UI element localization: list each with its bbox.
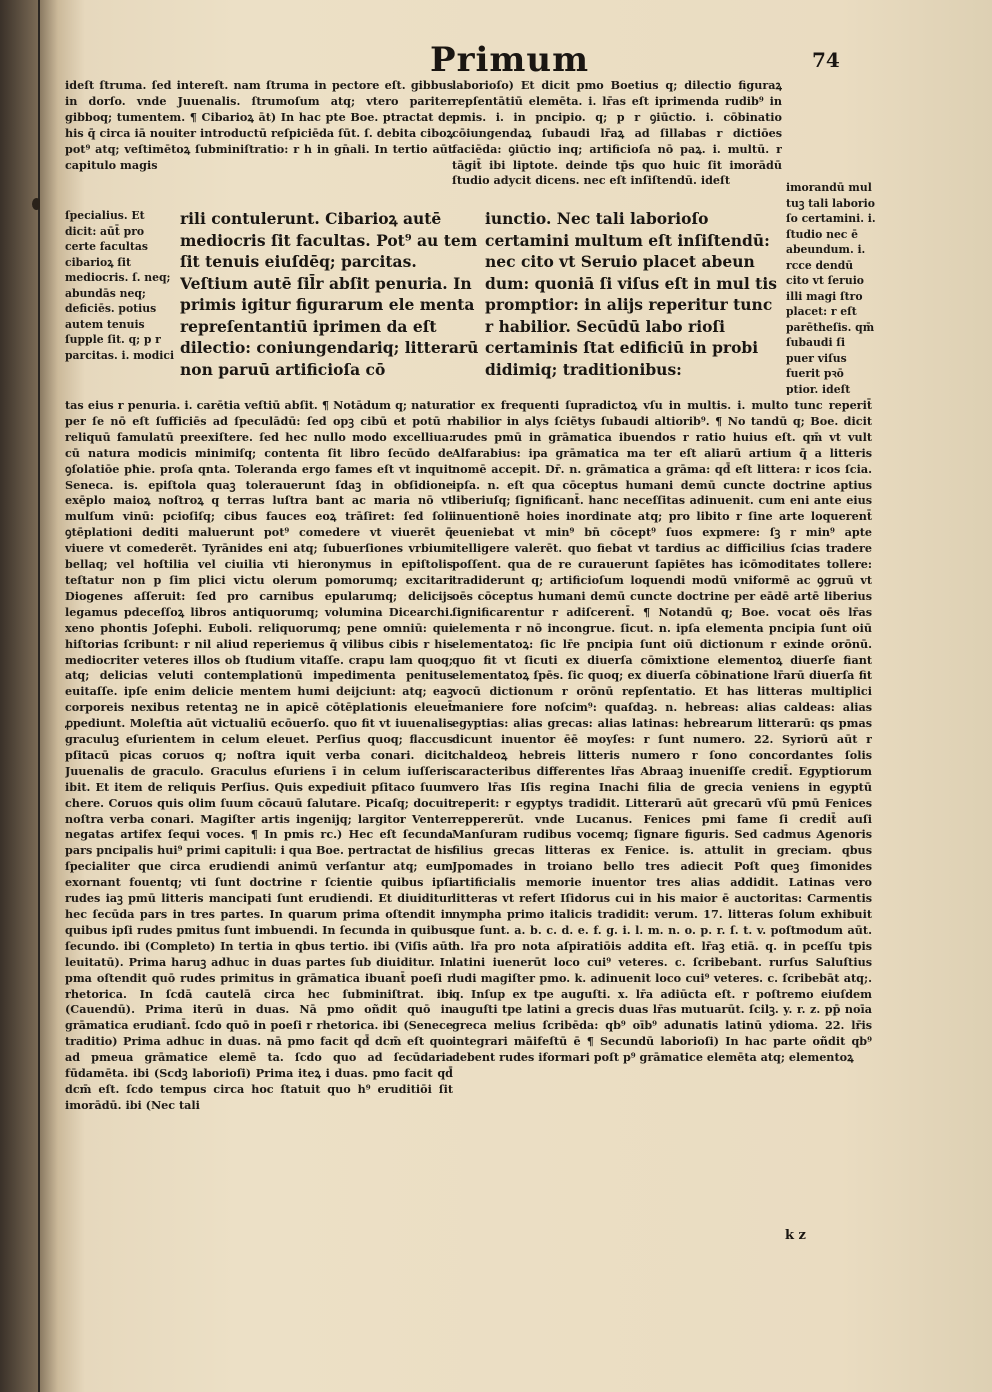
signature-mark: k z (785, 1228, 806, 1243)
book-gutter (0, 0, 38, 1392)
right-gloss: imorandū mul tuꝫ tali laborio ſo certamini. i. ſtudio nec ē abeundum. i. rcce dendū cito vt ſeruio illi magi ſtro placet: r eſt parētheſis. qm̄ ſubaudi ſi puer viſus fuerit pꝛō ptior. ideſt (786, 181, 876, 395)
right-column-body: tior ex frequenti ſupradictoꝝ vſu in multis. i. multo tunc reperit̄ habilior in alys ſciētys ſubaudi altiorib⁹. ¶ No tandū q; Boe. dicit rudes pmū in grāmatica ibuendos r ratio huius eſt. qm̄ vt vult Alfarabius: ipa grāmatica ma ter eſt aliarū artium q̄ a litteris nomē accepit. Dr̄. n. grāmatica a grāma: qd̄ eſt littera: r icos ſcia. ipſa. n. eſt qua cōceptus humani demū cuncte doctrine aptius liberiuſq; ſignificant̄. hanc neceſſitas adinuenit. cum eni ante eius inuentionē hoies inordinate atq; pro libito r ſine arte loquerent̄ eueniebat vt min⁹ bn̄ cōcept⁹ ſuos expmere: ſꝫ r min⁹ apte itelligere valerēt. quo fiebat vt tardius ac difficilius ſcias tradere poſſent. qua de re curauerunt ſapiētes has icōmoditates tollere: tradiderunt q; artificioſum loquendi modū vniformē ac ꝯgruū vt oēs cōceptus humani demū cuncte doctrine per eādē artē liberius ſignificarentur r adiſcerent̄. ¶ Notandū q; Boe. vocat oēs lr̄as elementa r nō incongrue. ſicut. n. ipſa elementa pncipia ſunt oiū elementatoꝝ: ſic lr̄e pncipia ſunt oiū dictionum r exinde orōnū. quo fit vt ſicuti ex diuerſa cōmixtione elementoꝝ diuerſe fiant elementatoꝝ ſpēs. ſic quoq; ex diuerſa cōbinatione lr̄arū diuerſa fit vocū dictionum r orōnū repſentatio. Et has litteras multiplici maniere fore noſcim⁹: quaſdaꝫ. n. hebreas: alias caldeas: alias egyptias: alias grecas: alias latinas: hebrearum litterarū: qs pmas dicunt inuentor ēē moyſes: r ſunt numero. 22. Syriorū aūt r chaldeoꝝ hebreis litteris numero r ſono concordantes ſolis caracteribus differentes lr̄as Abraaꝫ inueniſſe credit̄. Egyptiorum vero lr̄as Iſis regina Inachi filia de grecia veniens in egyptū reperit: r egyptys tradidit. Litterarū aūt grecarū vſū pmū Fenices reppererūt. vnde Lucanus. Fenices pmi fame ſi credit̄ auſi Manſuram rudibus vocemq; ſignare figuris. Sed cadmus Agenoris filius grecas litteras ex Fenice. is. attulit in greciam. qbus Jpomades in troiano bello tres adiecit Poſt queꝫ ſimonides artificialis memorie inuentor tres alias addidit. Latinas vero litteras vt refert Iſidorus cui in his maior ē auctoritas: Carmentis nympha primo italicis tradidit: verum. 17. litteras ſolum exhibuit que ſunt. a. b. c. d. e. f. g. i. l. m. n. o. p. r. ſ. t. v. poſtmodum aūt. h. lr̄a pro nota aſpiratiōis addita eſt. lr̄aꝫ etiā. q. in pceſſu tpis latini iuenerūt loco cui⁹ veteres. c. ſcribebant. rurſus Saluſtius ludi magiſter pmo. k. adinuenit loco cui⁹ veteres. c. ſcribebāt atq;. q. Inſup ex tpe auguſti. x. lr̄a adiūcta eſt. r poſtremo eiuſdem auguſti tpe latini a grecis duas lr̄as mutuarūt. ſcilꝫ. y. r. z. pp̄ noīa greca melius ſcribēda: qb⁹ oīb⁹ adunatis latinū ydioma. 22. lr̄is integrari māifeſtū ē ¶ Secundū laborioſi) In hac parte oñdit qb⁹ debent rudes iformari poſt p⁹ grāmatice elemēta atq; elementoꝝ (452, 398, 872, 1065)
left-column-body: tas eius r penuria. i. carētia veſtiū abſit. ¶ Notādum q; natura per ſe nō eſt ſufficiēs ad ſpeculādū: ſed opꝫ cibū et potū r reliquū famulatū preexiſtere. ſed hec nullo modo excelliua: cū natura modicis minimiſq; contenta ſit libro ſecūdo de ꝯſolatiōe pħie. proſa qnta. Toleranda ergo fames eſt vt inquit Seneca. is. epiſtola quaꝫ tolerauerunt ſdaꝫ in obſidione exēplo maioꝝ noſtroꝝ q terras luſtra bant ac maria nō vt mulſum vinū: pcioſiſq; cibus fauces eoꝝ trāſiret: ſed ſoli ꝯtēplationi dediti maluerunt pot⁹ comedere vt viuerēt q̄ viuere vt comederēt. Tyrānides eni atq; ſubuerſiones vrbium bellaq; vel hoſtilia vel ciuilia vti hieronymus in epiſtolis teſtatur non p ſim plici victu olerum pomorumq; excitari Diogenes aſſeruit: ſed pro carnibus epularumq; delicijs legamus pdeceſſoꝝ libros antiquorumq; volumina Dicearchi. xeno phontis Joſephi. Euboli. reliquorumq; pene omniū: qui hiſtorias ſcribunt: r nil aliud reperiemus q̄ vilibus cibis r his mediocriter veteres illos ob ſtudium vitaſſe. crapu lam quoq; atq; delicias veluti contemplationū impedimenta penitus euitaſſe. ipſe enim delicie mentem humi deijciunt: atq; eaꝫ corporeis nexibus retentaꝫ ne in apicē cōtēplationis eleuet̄ ꝓpediunt. Moleſtia aūt victualiū ecōuerſo. quo fit vt iuuenalis graculuꝫ eſurientem in celum eleuet. Perſius quoq; flaccus pſitacū picas coruos q; noſtra iquit verba conari. dicit Juuenalis de graculo. Graculus eſuriens ī in celum iuſſeris ibit. Et item de reliquis Perſius. Quis expediuit pſitaco ſuum chere. Coruos quis olim ſuum cōcauū ſalutare. Picaſq; docuit noſtra verba conari. Magiſter artis ingenijq; largitor Venter negatas artifex ſequi voces. ¶ In pmis rc.) Hec eſt ſecunda pars pncipalis hui⁹ primi capituli: i qua Boe. pertractat de his ſpecialiter que circa erudiendi animū verſantur atq; eum exornant fouentq; vti ſunt doctrine r ſcientie quibus ipſi rudes iaꝫ pmū litteris mancipati ſunt erudiendi. Et diuiditur hec ſecūda pars in tres partes. In quarum prima oſtendit in quibus ipſi rudes pmitus ſunt imbuendi. In ſecunda in quibus ſecundo. ibi (Completo) In tertia in qbus tertio. ibi (Viſis aūt leuitatū). Prima haruꝫ adhuc in duas partes ſub diuiditur. In pma oſtendit quō rudes primitus in grāmatica ibuant̄ poeſi r rhetorica. In ſcdā cautelā circa hec ſubminiſtrat. ibi (Cauendū). Prima iterū in duas. Nā pmo oñdit quō in grāmatica erudiant̄. ſcdo quō in poeſi r rhetorica. ibi (Senece traditio) Prima adhuc in duas. nā pmo facit qd̄ dcm̄ eſt quo ad pmeua grāmatice elemē ta. ſcdo quo ad ſecūdaria fūdamēta. ibi (Scdꝫ laborioſi) Prima iteꝝ i duas. pmo facit qd̄ dcm̄ eſt. ſcdo tempus circa hoc ſtatuit quo h⁹ eruditiōi ſit imorādū. ibi (Nec tali (65, 398, 453, 1112)
page-header-title: Primum (430, 40, 590, 80)
folio-number: 74 (812, 48, 840, 72)
left-column-top: ideſt ſtruma. ſed intereſt. nam ſtruma in pectore eſt. gibbus in dorſo. vnde Juuenalis. ſtrumoſum atq; vtero pariter gibboq; tumentem. ¶ Cibarioꝝ āt) In hac pte Boe. ptractat de his q̄ circa iā nouiter introductū reſpiciēda ſūt. ſ. debita ciboꝝ pot⁹ atq; veſtimētoꝝ ſubminiſtratio: r h in gn̄ali. In tertio aūt capitulo magis (65, 78, 453, 172)
main-text-right: iunctio. Nec tali laborioſo certamini multum eſt inſiſtendū: nec cito vt Seruio placet abeun dum: quoniā ſi viſus eſt in mul tis promptior: in alijs reperitur tunc r habilior. Secūdū labo rioſi certaminis ſtat edificiū in probi didimiq; traditionibus: (485, 209, 777, 379)
main-text-left: rili contulerunt. Cibarioꝝ autē mediocris ſit facultas. Pot⁹ au tem ſit tenuis eiuſdēq; parcitas. Veſtium autē ſil̄r abſit penuria. In primis igitur figurarum ele menta repreſentantiū iprimen da eſt dilectio: coniungendariq; litterarū non paruū artificioſa cō (180, 209, 479, 379)
left-gloss: ſpecialius. Et dicit: aūt̄ pro certe facultas cibarioꝝ ſit mediocris. ſ. neq; abundās neq; deficiēs. potius autem tenuis ſupple ſit. q; p r parcitas. i. modici (65, 209, 175, 362)
right-column-top: laborioſo) Et dicit pmo Boetius q; dilectio figuraꝝ repſentātiū elemēta. i. lr̄as eſt iprimenda rudib⁹ in pmis. i. in pncipio. q; p r ꝯiūctio. i. cōbinatio cōiungendaꝝ ſubaudi lr̄aꝝ ad ſillabas r dictiōes faciēda: ꝯiūctio inq; artificioſa nō paꝝ. i. multū. r tāgit̄ ibi liptote. deinde tp̄s quo huic ſit imorādū ſtudio adycit dicens. nec eſt inſiſtendū. ideſt (452, 78, 782, 188)
